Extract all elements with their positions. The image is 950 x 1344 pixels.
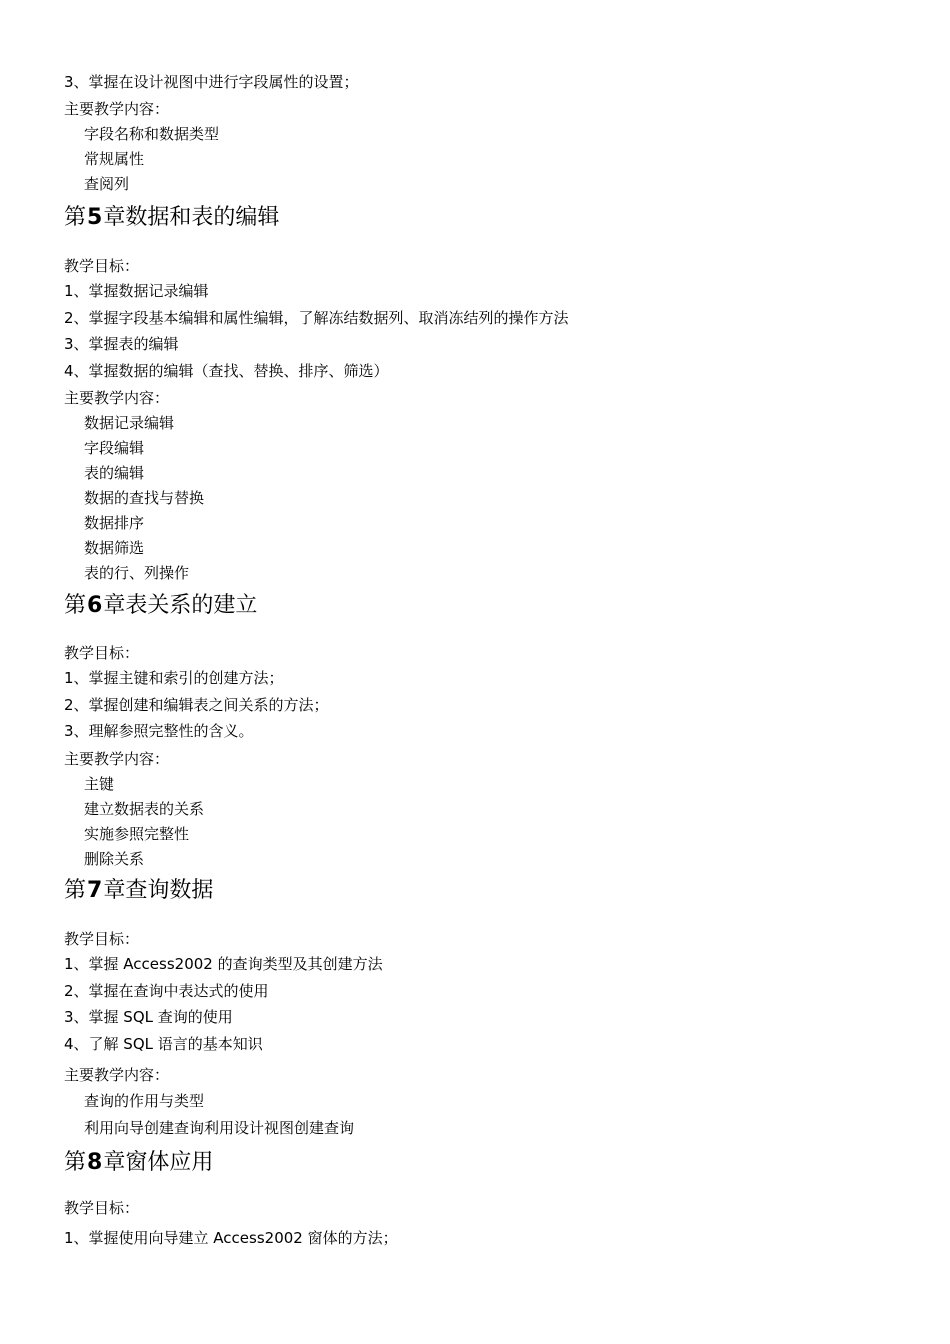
chapter-7-objective: 2、掌握在查询中表达式的使用 — [64, 982, 269, 1000]
chapter-5-content-item: 字段编辑 — [84, 439, 145, 457]
chapter-title: 章表关系的建立 — [103, 593, 258, 618]
chapter-5-objective: 1、掌握数据记录编辑 — [64, 282, 209, 300]
intro-content-item: 查阅列 — [84, 175, 130, 193]
chapter-7-content-item: 利用向导创建查询利用设计视图创建查询 — [84, 1119, 355, 1137]
chapter-prefix: 第 — [64, 1150, 87, 1175]
chapter-5-content-item: 数据排序 — [84, 514, 145, 532]
chapter-number: 7 — [87, 878, 103, 903]
chapter-6-heading — [64, 591, 257, 621]
chapter-6-content-item: 主键 — [84, 775, 115, 793]
chapter-7-content-item: 查询的作用与类型 — [84, 1092, 205, 1110]
chapter-7-content-label: 主要教学内容： — [64, 1066, 170, 1084]
chapter-6-objectives-label: 教学目标： — [64, 644, 140, 662]
intro-content-item: 字段名称和数据类型 — [84, 125, 220, 143]
chapter-6-content-item: 实施参照完整性 — [84, 825, 190, 843]
intro-content-label: 主要教学内容： — [64, 100, 170, 118]
chapter-7-heading — [64, 876, 213, 906]
chapter-prefix: 第 — [64, 205, 87, 230]
chapter-5-objective: 2、掌握字段基本编辑和属性编辑，了解冻结数据列、取消冻结列的操作方法 — [64, 309, 569, 327]
chapter-5-heading — [64, 203, 279, 233]
chapter-5-content-item: 数据的查找与替换 — [84, 489, 205, 507]
chapter-6-content-item: 删除关系 — [84, 850, 145, 868]
intro-content-item: 常规属性 — [84, 150, 145, 168]
chapter-5-content-item: 数据记录编辑 — [84, 414, 175, 432]
intro-objective-3: 3、掌握在设计视图中进行字段属性的设置； — [64, 73, 359, 91]
chapter-7-objective: 1、掌握 Access2002 的查询类型及其创建方法 — [64, 955, 383, 973]
chapter-6-content-label: 主要教学内容： — [64, 750, 170, 768]
chapter-title: 章查询数据 — [103, 878, 214, 903]
chapter-5-content-item: 表的行、列操作 — [84, 564, 190, 582]
chapter-5-objectives-label: 教学目标： — [64, 257, 140, 275]
chapter-6-objective: 2、掌握创建和编辑表之间关系的方法； — [64, 696, 329, 714]
chapter-8-heading — [64, 1148, 213, 1178]
chapter-5-content-item: 数据筛选 — [84, 539, 145, 557]
chapter-7-objectives-label: 教学目标： — [64, 930, 140, 948]
chapter-number: 5 — [87, 205, 103, 230]
chapter-5-content-item: 表的编辑 — [84, 464, 145, 482]
chapter-8-objective: 1、掌握使用向导建立 Access2002 窗体的方法； — [64, 1229, 398, 1247]
chapter-prefix: 第 — [64, 878, 87, 903]
chapter-8-objectives-label: 教学目标： — [64, 1199, 140, 1217]
chapter-7-objective: 4、了解 SQL 语言的基本知识 — [64, 1035, 263, 1053]
chapter-6-content-item: 建立数据表的关系 — [84, 800, 205, 818]
chapter-title: 章数据和表的编辑 — [103, 205, 280, 230]
chapter-5-objective: 4、掌握数据的编辑（查找、替换、排序、筛选） — [64, 362, 389, 380]
chapter-5-objective: 3、掌握表的编辑 — [64, 335, 179, 353]
chapter-7-objective: 3、掌握 SQL 查询的使用 — [64, 1008, 233, 1026]
chapter-5-content-label: 主要教学内容： — [64, 389, 170, 407]
chapter-title: 章窗体应用 — [103, 1150, 214, 1175]
chapter-6-objective: 3、理解参照完整性的含义。 — [64, 722, 254, 740]
chapter-number: 8 — [87, 1150, 103, 1175]
chapter-6-objective: 1、掌握主键和索引的创建方法； — [64, 669, 284, 687]
chapter-number: 6 — [87, 593, 103, 618]
chapter-prefix: 第 — [64, 593, 87, 618]
